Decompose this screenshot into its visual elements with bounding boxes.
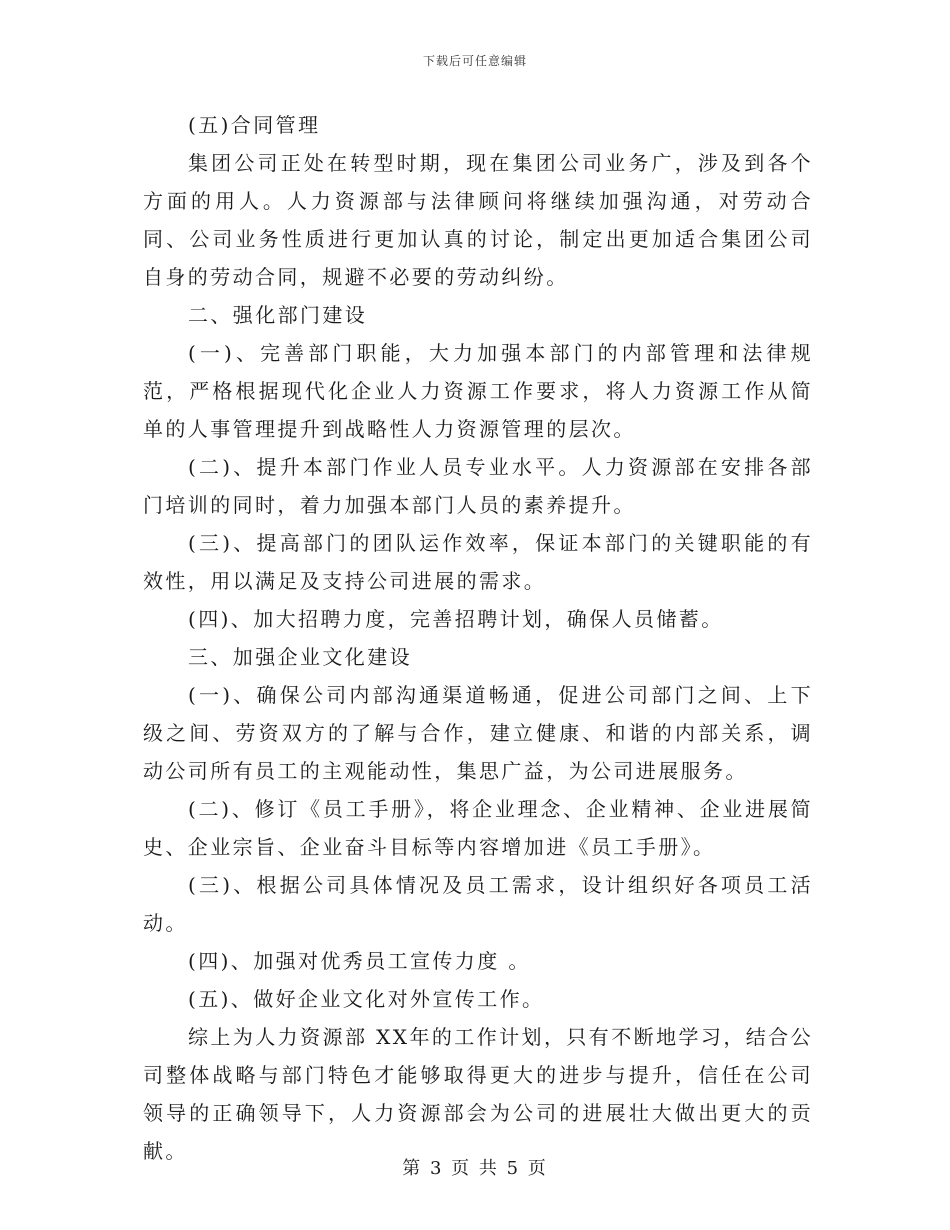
section-heading-department: 二、强化部门建设 bbox=[188, 303, 368, 327]
paragraph-contract-heading: (五)合同管理 bbox=[188, 113, 321, 137]
paragraph-department-3: (三)、提高部门的团队运作效率，保证本部门的关键职能的有效性，用以满足及支持公司进展的需求。 bbox=[143, 531, 813, 593]
paragraph-department-1: (一)、完善部门职能，大力加强本部门的内部管理和法律规范，严格根据现代化企业人力资源工作要求，将人力资源工作从简单的人事管理提升到战略性人力资源管理的层次。 bbox=[143, 341, 813, 441]
paragraph-summary: 综上为人力资源部 XX年的工作计划，只有不断地学习，结合公司整体战略与部门特色才能够取得更大的进步与提升，信任在公司领导的正确领导下，人力资源部会为公司的进展壮大做出更大的贡献。 bbox=[143, 1025, 813, 1163]
paragraph-department-2: (二)、提升本部门作业人员专业水平。人力资源部在安排各部门培训的同时，着力加强本部门人员的素养提升。 bbox=[143, 455, 813, 517]
page-header: 下载后可任意编辑 bbox=[422, 54, 527, 68]
section-heading-culture: 三、加强企业文化建设 bbox=[188, 645, 412, 669]
paragraph-culture-2: (二)、修订《员工手册》，将企业理念、企业精神、企业进展简史、企业宗旨、企业奋斗目标等内容增加进《员工手册》。 bbox=[143, 797, 813, 859]
document-body bbox=[143, 106, 813, 1170]
paragraph-culture-4: (四)、加强对优秀员工宣传力度 。 bbox=[188, 949, 531, 973]
paragraph-culture-3: (三)、根据公司具体情况及员工需求，设计组织好各项员工活动。 bbox=[143, 873, 813, 935]
paragraph-contract-body: 集团公司正处在转型时期，现在集团公司业务广，涉及到各个方面的用人。人力资源部与法律顾问将继续加强沟通，对劳动合同、公司业务性质进行更加认真的讨论，制定出更加适合集团公司自身的劳动合同，规避不必要的劳动纠纷。 bbox=[143, 151, 813, 289]
page-number: 第 3 页 共 5 页 bbox=[402, 1158, 548, 1179]
paragraph-culture-1: (一)、确保公司内部沟通渠道畅通，促进公司部门之间、上下级之间、劳资双方的了解与合作，建立健康、和谐的内部关系，调动公司所有员工的主观能动性，集思广益，为公司进展服务。 bbox=[143, 683, 813, 783]
paragraph-department-4: (四)、加大招聘力度，完善招聘计划，确保人员储蓄。 bbox=[188, 607, 724, 631]
paragraph-culture-5: (五)、做好企业文化对外宣传工作。 bbox=[188, 987, 545, 1011]
